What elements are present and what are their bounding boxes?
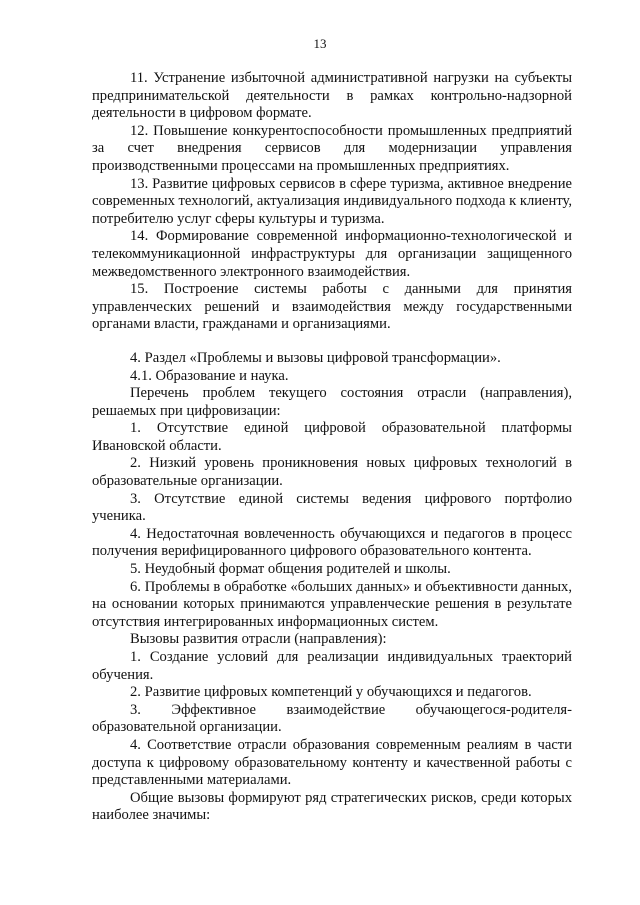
paragraph-item-14: 14. Формирование современной информационно-технологической и телекоммуникационной инфраструктуры для организации защищенного межведомственного электронного взаимодействия. [92,228,572,280]
paragraph-item-15: 15. Построение системы работы с данными для принятия управленческих решений и взаимодействия между государственными органами власти, гражданами и организациями. [92,281,572,333]
challenge-item: 2. Развитие цифровых компетенций у обучающихся и педагогов. [130,684,532,701]
problem-item: 1. Отсутствие единой цифровой образовательной платформы Ивановской области. [92,420,572,454]
challenge-item: 4. Соответствие отрасли образования современным реалиям в части доступа к цифровому образовательному контенту и качественной работы с представленными материалами. [92,736,572,789]
section-subheading: 4.1. Образование и наука. [130,367,289,384]
problem-item: 6. Проблемы в обработке «больших данных» и объективности данных, на основании которых принимаются управленческие решения в результате отсутствия интегрированных информационных систем. [92,578,572,630]
challenge-item: 1. Создание условий для реализации индивидуальных траекторий обучения. [92,649,572,683]
paragraph-item-12: 12. Повышение конкурентоспособности промышленных предприятий за счет внедрения сервисов для модернизации управления производственными процессами на промышленных предприятиях. [92,122,572,174]
page-number: 13 [313,36,327,51]
problem-item: 5. Неудобный формат общения родителей и школы. [130,561,451,578]
challenges-intro: Вызовы развития отрасли (направления): [130,631,387,648]
challenge-item: 3. Эффективное взаимодействие обучающегося-родителя-образовательной организации. [92,701,572,736]
risks-intro: Общие вызовы формируют ряд стратегических рисков, среди которых наиболее значимы: [92,789,572,824]
section-heading: 4. Раздел «Проблемы и вызовы цифровой трансформации». [130,349,501,366]
problems-intro: Перечень проблем текущего состояния отрасли (направления), решаемых при цифровизации: [92,385,572,419]
document-body [92,70,572,825]
problem-item: 3. Отсутствие единой системы ведения цифрового портфолио ученика. [92,490,572,525]
section-gap [92,334,572,350]
problem-item: 2. Низкий уровень проникновения новых цифровых технологий в образовательные организации. [92,455,572,490]
problem-item: 4. Недостаточная вовлеченность обучающихся и педагогов в процесс получения верифицированного цифрового образовательного контента. [92,525,572,560]
paragraph-item-13: 13. Развитие цифровых сервисов в сфере туризма, активное внедрение современных технологий, актуализация индивидуального подхода к клиенту, потребителю услуг сферы культуры и туризма. [92,175,572,227]
paragraph-item-11: 11. Устранение избыточной административной нагрузки на субъекты предпринимательской деятельности в рамках контрольно-надзорной деятельности в цифровом формате. [92,70,572,122]
